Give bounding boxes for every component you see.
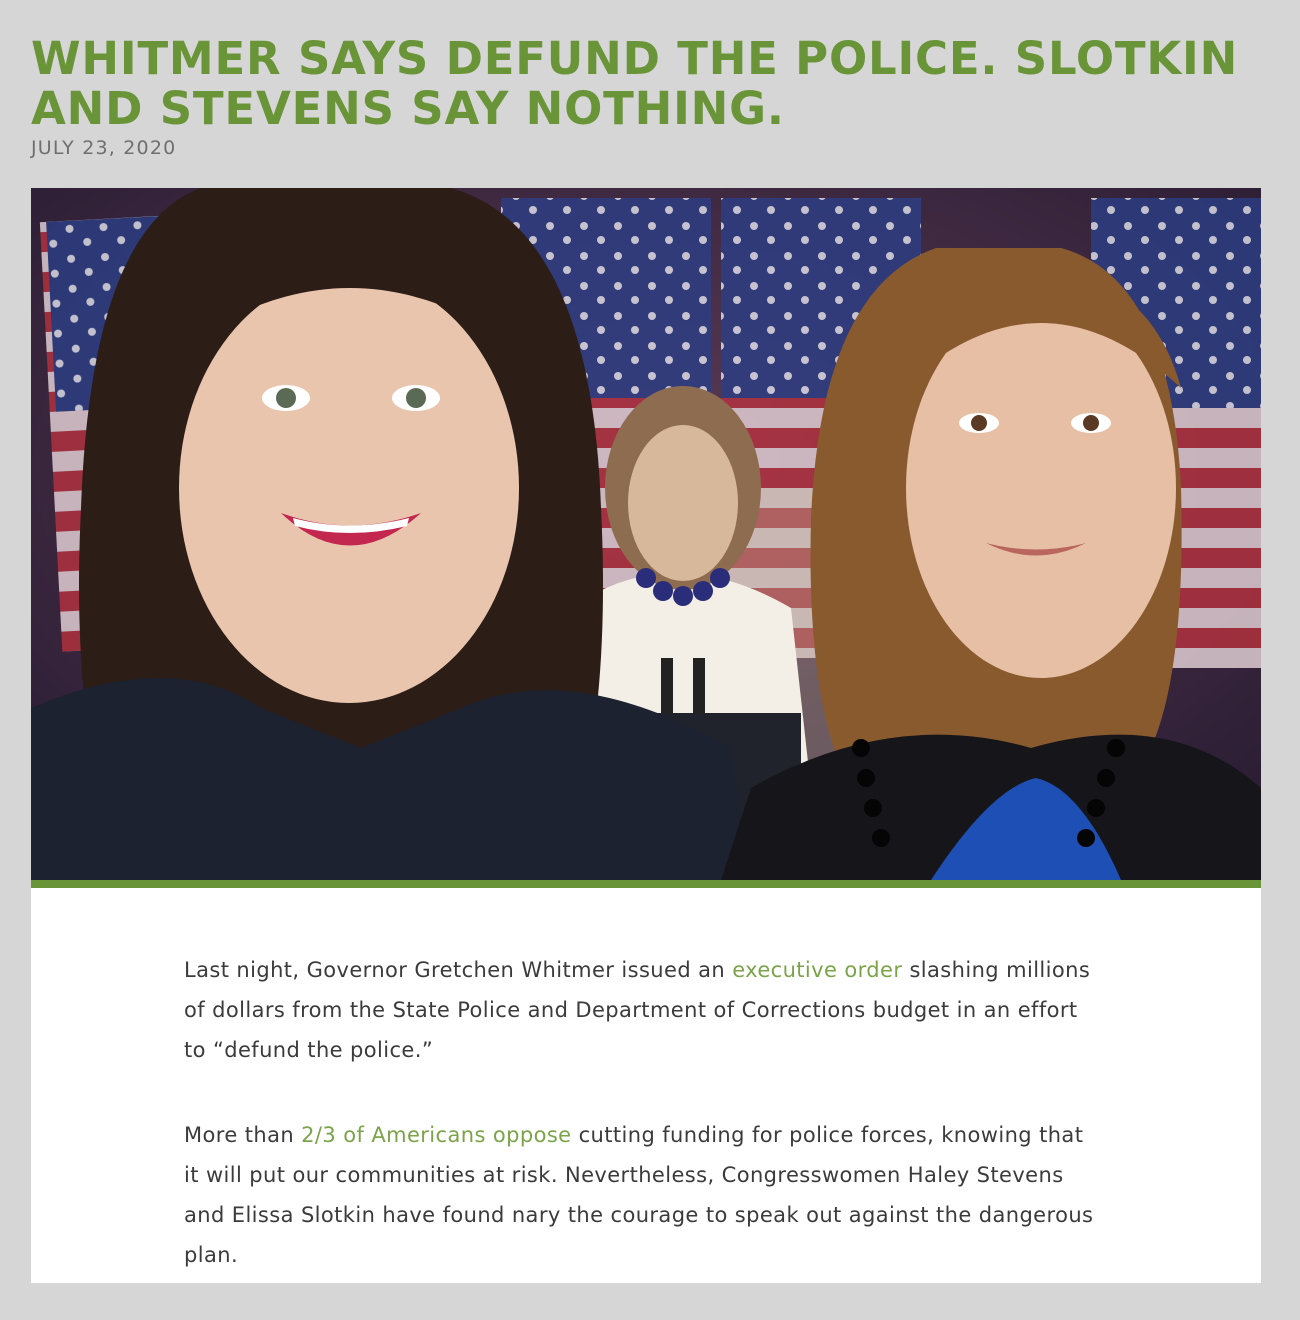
article-body	[184, 950, 1094, 1320]
paragraph-1	[184, 950, 1094, 1070]
article-date: JULY 23, 2020	[31, 137, 177, 159]
executive-order-link[interactable]: executive order	[732, 958, 903, 982]
hero-photo-illustration	[31, 188, 1261, 880]
paragraph-1-text-after: slashing millions of dollars from the State Police and Department of Corrections budget in an effort to “defund the police.”	[184, 958, 1091, 1062]
hero-divider	[31, 880, 1261, 888]
article-header	[31, 34, 1271, 159]
article-body-card	[31, 888, 1261, 1283]
hero-image	[31, 188, 1261, 880]
article-title: WHITMER SAYS DEFUND THE POLICE. SLOTKIN AND STEVENS SAY NOTHING.	[31, 32, 1239, 135]
paragraph-2-text-after: cutting funding for police forces, knowing that it will put our communities at risk. Nevertheless, Congresswomen Haley Stevens and Elissa Slotkin have found nary the courage to speak out against the dangerous plan.	[184, 1123, 1094, 1267]
americans-oppose-link[interactable]: 2/3 of Americans oppose	[301, 1123, 572, 1147]
paragraph-2	[184, 1115, 1094, 1275]
paragraph-2-text-before: More than	[184, 1123, 302, 1147]
paragraph-1-text-before: Last night, Governor Gretchen Whitmer issued an	[184, 958, 733, 982]
